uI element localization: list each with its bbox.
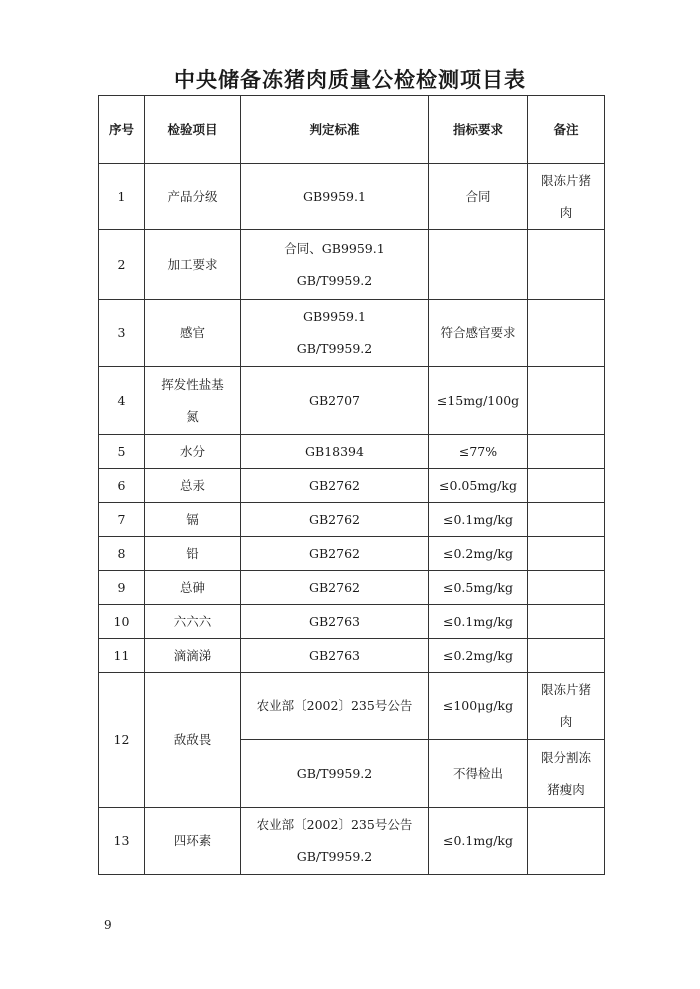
cell-item: 加工要求	[145, 230, 241, 300]
table-row	[99, 164, 605, 230]
header-remark: 备注	[528, 96, 605, 164]
cell-item: 六六六	[145, 605, 241, 639]
cell-standard	[241, 300, 429, 367]
cell-requirement: ≤0.5mg/kg	[429, 571, 528, 605]
cell-remark	[528, 740, 605, 808]
cell-item: 镉	[145, 503, 241, 537]
cell-remark	[528, 673, 605, 740]
cell-remark	[528, 367, 605, 435]
standard-line: 合同、GB9959.1	[284, 240, 385, 256]
cell-requirement: ≤0.1mg/kg	[429, 808, 528, 875]
cell-standard: GB2763	[241, 605, 429, 639]
cell-standard: GB2763	[241, 639, 429, 673]
cell-standard: GB2762	[241, 469, 429, 503]
table-row	[99, 605, 605, 639]
cell-item: 感官	[145, 300, 241, 367]
table-row	[99, 571, 605, 605]
cell-remark	[528, 230, 605, 300]
cell-standard: GB2762	[241, 503, 429, 537]
cell-remark	[528, 605, 605, 639]
cell-requirement	[429, 230, 528, 300]
cell-remark	[528, 639, 605, 673]
cell-item: 总砷	[145, 571, 241, 605]
cell-remark	[528, 503, 605, 537]
cell-standard	[241, 230, 429, 300]
cell-item: 滴滴涕	[145, 639, 241, 673]
cell-requirement: 符合感官要求	[429, 300, 528, 367]
cell-seq: 4	[99, 367, 145, 435]
cell-requirement: ≤0.05mg/kg	[429, 469, 528, 503]
remark-line: 限冻片猪	[540, 682, 591, 697]
header-requirement: 指标要求	[429, 96, 528, 164]
cell-standard: GB/T9959.2	[241, 740, 429, 808]
item-line: 挥发性盐基	[161, 376, 224, 392]
cell-item: 四环素	[145, 808, 241, 875]
header-item: 检验项目	[145, 96, 241, 164]
cell-seq: 10	[99, 605, 145, 639]
cell-item: 水分	[145, 435, 241, 469]
header-standard: 判定标准	[241, 96, 429, 164]
cell-requirement: ≤0.1mg/kg	[429, 605, 528, 639]
cell-requirement: 合同	[429, 164, 528, 230]
cell-seq: 9	[99, 571, 145, 605]
cell-standard: GB2762	[241, 571, 429, 605]
remark-line: 肉	[559, 204, 573, 220]
cell-standard: GB2762	[241, 537, 429, 571]
cell-seq: 7	[99, 503, 145, 537]
cell-item: 敌敌畏	[145, 673, 241, 808]
cell-requirement: ≤0.2mg/kg	[429, 639, 528, 673]
standard-line: 农业部〔2002〕235号公告	[256, 817, 413, 832]
cell-requirement: 不得检出	[429, 740, 528, 808]
cell-remark	[528, 808, 605, 875]
cell-remark	[528, 469, 605, 503]
table-row	[99, 503, 605, 537]
inspection-table	[98, 95, 605, 875]
cell-seq: 1	[99, 164, 145, 230]
standard-line: GB/T9959.2	[296, 341, 373, 356]
cell-standard: GB9959.1	[241, 164, 429, 230]
table-row	[99, 639, 605, 673]
cell-seq: 5	[99, 435, 145, 469]
table-row	[99, 537, 605, 571]
cell-requirement: ≤77%	[429, 435, 528, 469]
table-row	[99, 367, 605, 435]
cell-seq: 6	[99, 469, 145, 503]
table-row	[99, 435, 605, 469]
cell-requirement: ≤15mg/100g	[429, 367, 528, 435]
table-header-row	[99, 96, 605, 164]
table-row	[99, 808, 605, 875]
standard-line: GB/T9959.2	[296, 849, 373, 864]
cell-seq: 11	[99, 639, 145, 673]
remark-line: 猪瘦肉	[547, 781, 585, 797]
header-seq: 序号	[99, 96, 145, 164]
standard-line: GB/T9959.2	[296, 272, 373, 288]
cell-seq: 3	[99, 300, 145, 367]
remark-line: 限冻片猪	[540, 172, 591, 188]
standard-line: GB9959.1	[303, 309, 366, 324]
cell-item	[145, 367, 241, 435]
cell-remark	[528, 571, 605, 605]
cell-remark	[528, 164, 605, 230]
cell-seq: 13	[99, 808, 145, 875]
cell-item: 总汞	[145, 469, 241, 503]
cell-requirement: ≤0.2mg/kg	[429, 537, 528, 571]
cell-seq: 8	[99, 537, 145, 571]
page-number: 9	[104, 918, 112, 932]
item-line: 氮	[186, 408, 199, 424]
cell-item: 铅	[145, 537, 241, 571]
cell-item: 产品分级	[145, 164, 241, 230]
cell-standard: 农业部〔2002〕235号公告	[241, 673, 429, 740]
cell-remark	[528, 435, 605, 469]
cell-requirement: ≤0.1mg/kg	[429, 503, 528, 537]
table-row	[99, 469, 605, 503]
table-row	[99, 230, 605, 300]
remark-line: 肉	[559, 714, 573, 729]
cell-remark	[528, 537, 605, 571]
cell-standard: GB2707	[241, 367, 429, 435]
table-row	[99, 300, 605, 367]
cell-seq: 2	[99, 230, 145, 300]
cell-remark	[528, 300, 605, 367]
cell-standard: GB18394	[241, 435, 429, 469]
remark-line: 限分割冻	[540, 749, 591, 765]
cell-seq: 12	[99, 673, 145, 808]
page-title: 中央储备冻猪肉质量公检检测项目表	[174, 68, 526, 92]
cell-requirement: ≤100μg/kg	[429, 673, 528, 740]
table-row	[99, 673, 605, 740]
cell-standard	[241, 808, 429, 875]
